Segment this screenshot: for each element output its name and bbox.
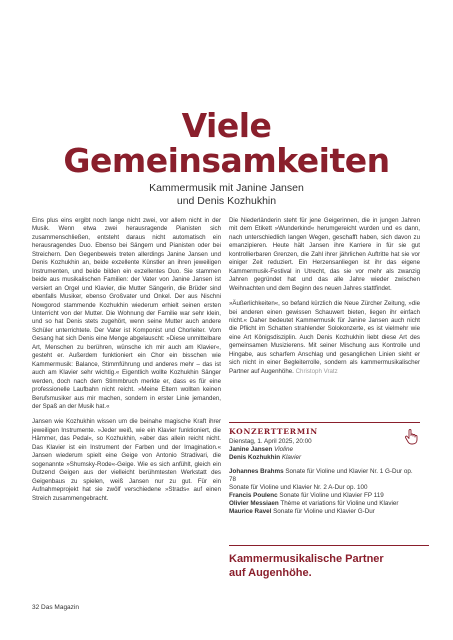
pull-quote [229, 545, 429, 580]
program-item [229, 484, 420, 492]
program-item [229, 492, 420, 500]
title-line-1: Viele [181, 106, 272, 145]
pointing-hand-icon [404, 429, 418, 445]
page-number: 32 [32, 604, 40, 611]
program-work: Sonate für Violine und Klavier Nr. 2 A-Dur op. 100 [229, 484, 368, 491]
right-paragraph-2 [229, 300, 420, 376]
article-title [0, 108, 453, 178]
program-item [229, 468, 420, 484]
program-item [229, 508, 420, 516]
article-subtitle [0, 182, 453, 208]
program-work: Sonate für Violine und Klavier Nr. 1 G-Dur op. 78 [229, 468, 413, 483]
performer-2-role: Klavier [281, 454, 302, 461]
concert-heading: KONZERTTERMIN [229, 427, 318, 436]
program-item [229, 500, 420, 508]
pull-quote-line-1: Kammermusikalische Partner [229, 553, 384, 565]
author-name: Christoph Vratz [295, 367, 338, 375]
performer-2 [229, 454, 420, 462]
program-composer: Francis Poulenc [229, 492, 278, 499]
concert-box [229, 422, 420, 516]
performer-1-name: Janine Jansen [229, 446, 273, 453]
left-paragraph-2: Jansen wie Kozhukhin wissen um die beinahe magische Kraft ihrer jeweiligen Instrumente. »Jeder weiß, wie ein Klavier funktioniert, die Hämmer, das Pedal«, so Kozhukhin, »aber das allein reicht nicht. Das Klavier ist ein Instrument der Farben und der Imagination.« Jansen wiederum spielt eine Geige von Antonio Stradivari, die sogenannte »Shumsky-Rode«-Geige. Wie es sich anfühlt, gleich ein Dutzend Geigen aus der vielleicht berühmtesten Werkstatt des Geigenbaus zu spielen, weiß Jansen nur zu gut. Für ein Aufnahmeprojekt hat sie zwölf verschiedene »Strads« auf einen Streich zusammengebracht. [32, 418, 221, 502]
left-paragraph-1: Eins plus eins ergibt noch lange nicht zwei, vor allem nicht in der Musik. Wenn etwa zwei herausragende Pianisten sich zusammenschließen, entsteht daraus nicht automatisch ein herausragendes Duo. Ebenso bei Sängern und Pianisten oder bei Streichern. Den Gegenbeweis treten allerdings Janine Jansen und Denis Kozhukhin an, beide exzellente Künstler an ihren jeweiligen Instrumenten, und beide bilden ein exzellentes Duo. Sie stammen beide aus musikalischen Familien: der Vater von Janine Jansen ist versiert an Orgel und Klavier, die Mutter Sängerin, die Brüder sind ebenfalls Musiker, ebenso Großvater und Onkel. Der aus Nischni Nowgorod stammende Kozhukhin wiederum erhielt seinen ersten Unterricht von der Mutter. Die Wohnung der Familie war sehr klein, und so hat Denis stets zugehört, wenn seine Mutter auch andere Schüler unterrichtete. Der Vater ist Komponist und Chorleiter. Vom Gesang hat sich Denis eine Menge abgelauscht: »Diese unmittelbare Art, Menschen zu berühren, wünsche ich mir auch am Klavier«, gesteht er. Außerdem funktioniert ein Chor ein bisschen wie Kammermusik: Balance, Stimmführung und anderes mehr – das ist auch am Klavier sehr wichtig.« Eigentlich wollte Kozhukhin Sänger werden, doch nach dem Stimmbruch merkte er, dass es für eine professionelle Laufbahn nicht reicht. »Meine Eltern wollten keinen Berufsmusiker aus mir machen, sondern in erster Linie jemanden, der Spaß an der Musik hat.« [32, 217, 221, 410]
performer-1-role: Violine [274, 446, 293, 453]
program-composer: Olivier Messiaen [229, 500, 279, 507]
concert-date: Dienstag, 1. April 2025, 20:00 [229, 438, 312, 445]
pull-quote-line-2: auf Augenhöhe. [229, 567, 312, 579]
program-composer: Johannes Brahms [229, 468, 284, 475]
performer-2-name: Denis Kozhukhin [229, 454, 281, 461]
concert-details [229, 438, 420, 516]
right-paragraph-2-text: »Äußerlichkeiten«, so befand kürzlich die Neue Zürcher Zeitung, »die bei anderen einen gewissen Schauwert bieten, liegen ihr einfach nicht.« Daher bedeutet Kammermusik für Janine Jansen auch nicht die Pflicht im Schatten strahlender Solokonzerte, es ist vielmehr wie eine Art Königsdisziplin. Auch Denis Kozhukhin liebt diese Art des gemeinsamen Musizierens. Mit seiner Mischung aus Kontrolle und Hingabe, aus scharfem Anschlag und gesanglichen Linien sieht er sich nicht in einer Begleiterrolle, sondern als kammermusikalischer Partner auf Augenhöhe. [229, 300, 420, 375]
left-column [32, 217, 221, 510]
subtitle-line-2: und Denis Kozhukhin [176, 195, 277, 207]
program-work: Sonate für Violine und Klavier FP 119 [279, 492, 384, 499]
performer-1 [229, 446, 420, 454]
publication-name: Das Magazin [41, 604, 79, 611]
program-work: Sonate für Violine und Klavier G-Dur [273, 508, 375, 515]
page-footer [32, 604, 79, 611]
right-paragraph-1: Die Niederländerin steht für jene Geigerinnen, die in jungen Jahren mit dem Etikett »Wunderkind« herumgereicht wurden und es dann, nach unterschiedlich langen Wegen, geschafft haben, sich davon zu emanzipieren. Heute hält Jansen ihre Karriere in für sie gut kontrollierbaren Grenzen, die Zahl ihrer jährlichen Auftritte hat sie vor einiger Zeit reduziert. Ein Herzensanliegen ist ihr das eigene Kammermusik-Festival in Utrecht, das sie vor mehr als zwanzig Jahren gegründet hat und das alle Jahre wieder zwischen Weihnachten und dem Beginn des neuen Jahres stattfindet. [229, 217, 420, 292]
program-composer: Maurice Ravel [229, 508, 272, 515]
right-column [229, 217, 420, 383]
program-work: Thème et variations für Violine und Klavier [280, 500, 399, 507]
subtitle-line-1: Kammermusik mit Janine Jansen [149, 182, 304, 194]
title-line-2: Gemeinsamkeiten [63, 141, 390, 180]
